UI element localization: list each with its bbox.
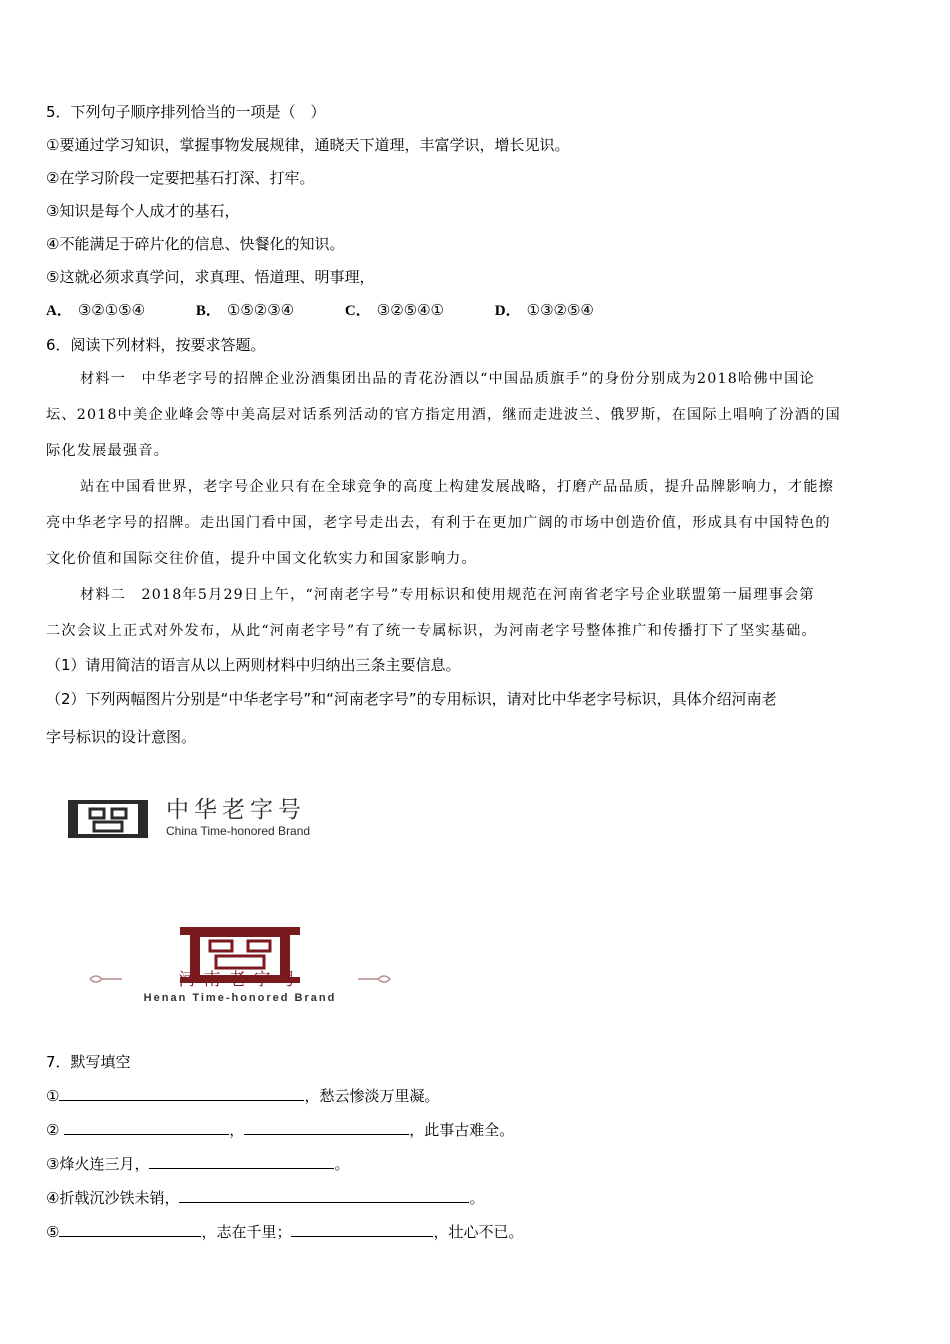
option-b: B． ①⑤②③④ (195, 301, 295, 319)
option-c: C． ③②⑤④① (344, 301, 445, 319)
material-line: 际化发展最强音。 (46, 443, 170, 459)
q7-line-2: ② ， ，此事古难全。 (46, 1121, 515, 1139)
q5-item-4: ④不能满足于碎片化的信息、快餐化的知识。 (46, 235, 345, 253)
option-a: A． ③②①⑤④ (46, 301, 146, 319)
material-line: 文化价值和国际交往价值，提升中国文化软实力和国家影响力。 (46, 551, 477, 567)
q5-item-1: ①要通过学习知识，掌握事物发展规律，通晓天下道理，丰富学识，增长见识。 (46, 136, 570, 154)
material-line: 坛、2018中美企业峰会等中美高层对话系列活动的官方指定用酒，继而走进波兰、俄罗斯，在国际上唱响了汾酒的国 (46, 407, 841, 423)
logo2-en: Henan Time-honored Brand (143, 992, 337, 1004)
q5-options (46, 300, 640, 321)
logo1-en: China Time-honored Brand (166, 824, 311, 838)
material-line: 材料一 中华老字号的招牌企业汾酒集团出品的青花汾酒以“中国品质旗手”的身份分别成为2018哈佛中国论 (80, 371, 815, 387)
q7-line-1: ① ，愁云惨淡万里凝。 (46, 1087, 440, 1105)
material-line: 站在中国看世界，老字号企业只有在全球竞争的高度上构建发展战略，打磨产品品质，提升品牌影响力，才能擦 (80, 479, 834, 495)
logo2-cn: 河南老字号 (178, 970, 304, 990)
q5-stem: 5．下列句子顺序排列恰当的一项是（ ） (46, 103, 326, 121)
answer-blank[interactable] (244, 1120, 409, 1135)
material-line: 材料二 2018年5月29日上午，“河南老字号”专用标识和使用规范在河南省老字号企业联盟第一届理事会第 (80, 587, 815, 603)
answer-blank[interactable] (179, 1188, 469, 1203)
q6-sub2-line2: 字号标识的设计意图。 (46, 728, 197, 746)
q5-item-5: ⑤这就必须求真学问，求真理、悟道理、明事理， (46, 268, 375, 286)
material-line: 二次会议上正式对外发布，从此“河南老字号”有了统一专属标识，为河南老字号整体推广和传播打下了坚实基础。 (46, 623, 817, 639)
q5-item-3: ③知识是每个人成才的基石， (46, 202, 240, 220)
option-d: D． ①③②⑤④ (494, 301, 594, 319)
china-time-honored-logo (68, 797, 398, 840)
q6-sub2-line1: （2）下列两幅图片分别是“中华老字号”和“河南老字号”的专用标识，请对比中华老字号标识，具体介绍河南老 (46, 690, 777, 708)
answer-blank[interactable] (59, 1086, 304, 1101)
logo1-cn: 中华老字号 (166, 797, 306, 823)
q7-line-3: ③烽火连三月， 。 (46, 1155, 350, 1173)
answer-blank[interactable] (59, 1222, 201, 1237)
henan-time-honored-logo (82, 925, 398, 1007)
material-line: 亮中华老字号的招牌。走出国门看中国，老字号走出去，有利于在更加广阔的市场中创造价值，形成具有中国特色的 (46, 515, 831, 531)
q7-line-4: ④折戟沉沙铁未销， 。 (46, 1189, 485, 1207)
q6-stem: 6．阅读下列材料，按要求答题。 (46, 336, 266, 354)
q5-item-2: ②在学习阶段一定要把基石打深、打牢。 (46, 169, 315, 187)
q6-sub1: （1）请用简洁的语言从以上两则材料中归纳出三条主要信息。 (46, 656, 461, 674)
answer-blank[interactable] (64, 1120, 229, 1135)
answer-blank[interactable] (291, 1222, 433, 1237)
answer-blank[interactable] (149, 1154, 334, 1169)
q7-line-5: ⑤ ，志在千里； ，壮心不已。 (46, 1223, 524, 1241)
q7-stem: 7．默写填空 (46, 1053, 131, 1071)
